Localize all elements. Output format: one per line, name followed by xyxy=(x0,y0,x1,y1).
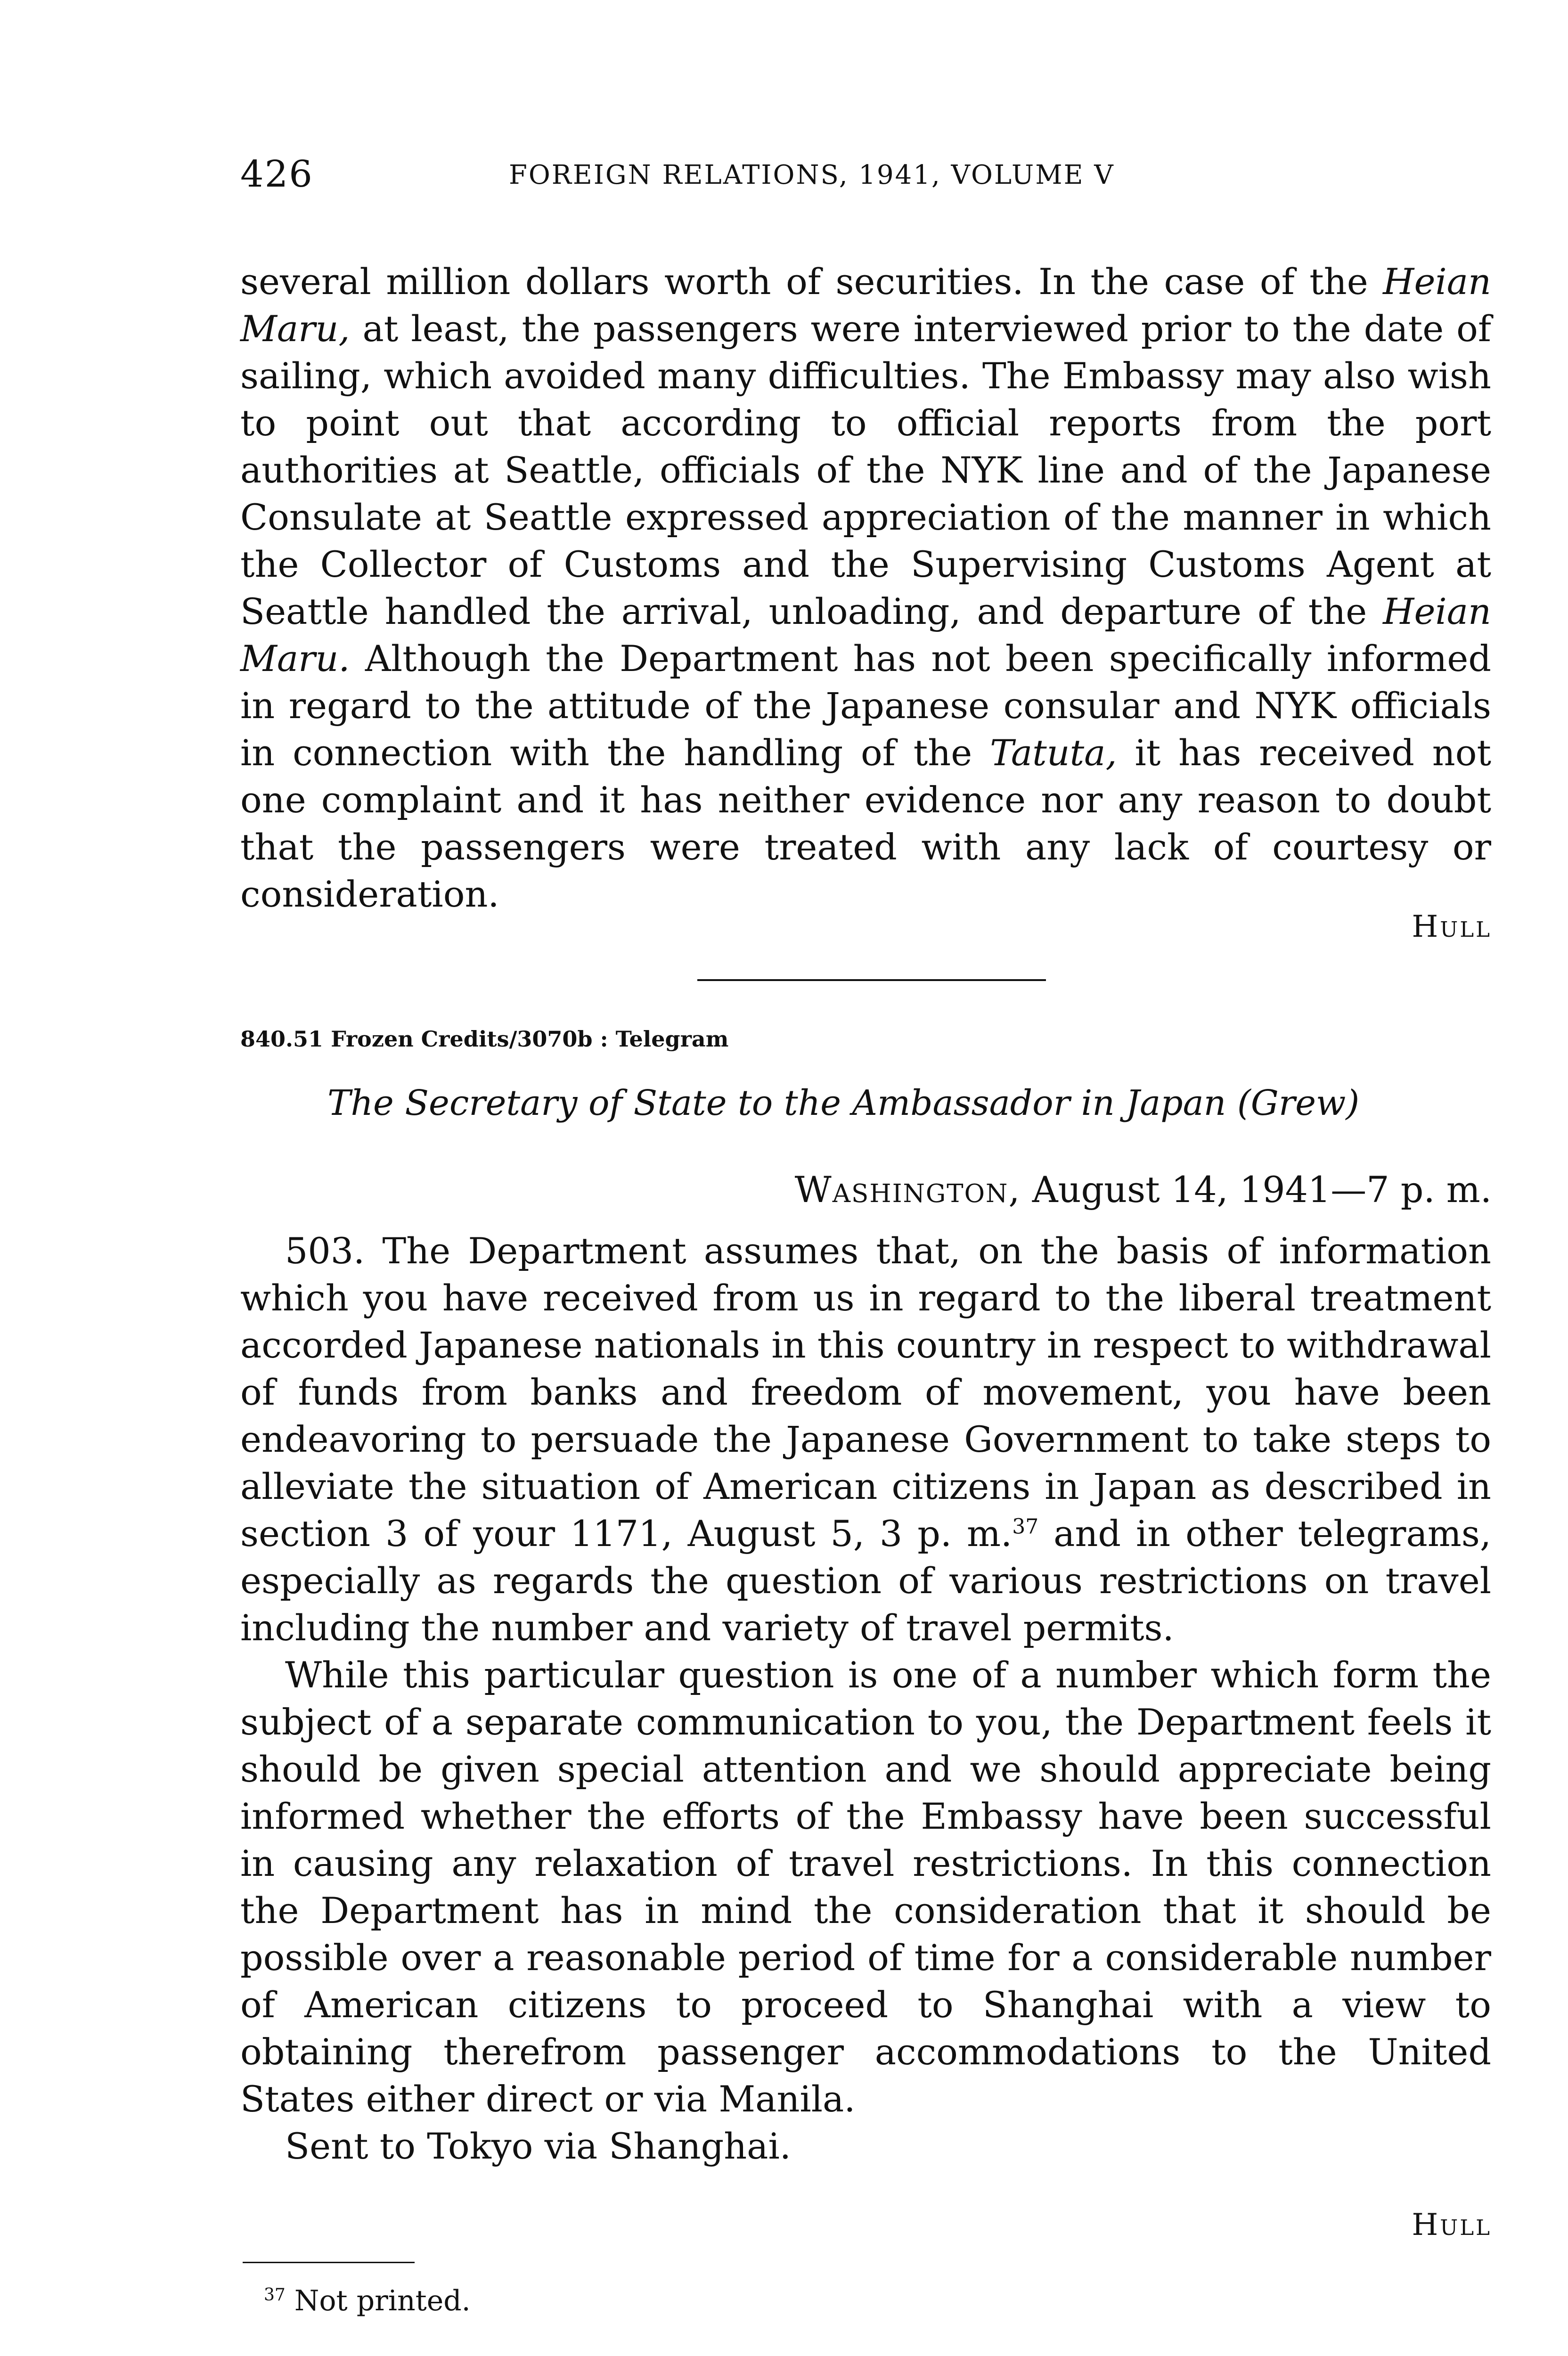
text-run: Although the Department has not been specifically informed in regard to the attitude of the Japanese consular and NYK officials in connection with the handling of the xyxy=(240,638,1491,774)
ship-name: Tatuta, xyxy=(990,732,1117,774)
ship-name: Heian Maru, xyxy=(240,261,1491,350)
page-header xyxy=(240,153,1503,205)
page-number: 426 xyxy=(240,153,313,196)
telegram-text xyxy=(240,1227,1491,2170)
dateline-date: August 14, 1941—7 p. m. xyxy=(1021,1169,1492,1211)
footnote-reference: 37 xyxy=(1012,1514,1039,1539)
signature: Hull xyxy=(1412,909,1492,944)
footnote-number: 37 xyxy=(264,2285,286,2305)
ship-name: Heian Maru. xyxy=(240,590,1491,679)
text-run: at least, the passengers were interviewed prior to the date of sailing, which avoided many difficulties. The Embassy may also wish to point out that according to official reports from the port authorities at Seattle, officials of the NYK line and of the Japanese Consulate at Seattle expressed appreciation of the manner in which the Collector of Customs and the Supervising Customs Agent at Seattle handled the arrival, unloading, and departure of the xyxy=(240,308,1491,632)
text-run: 503. The Department assumes that, on the basis of information which you have received from us in regard to the liberal treatment accorded Japanese nationals in this country in respect to withdrawal of funds from banks and freedom of movement, you have been endeavoring to persuade the Japanese Government to take steps to alleviate the situation of American citizens in Japan as described in section 3 of your 1171, August 5, 3 p. m. xyxy=(240,1230,1491,1554)
text-run: several million dollars worth of securities. In the case of the xyxy=(240,261,1383,303)
running-head: FOREIGN RELATIONS, 1941, VOLUME V xyxy=(509,160,1115,190)
footnote-text: Not printed. xyxy=(285,2284,471,2317)
text-run: and in other telegrams, especially as regards the question of various restrictions on travel including the number and variety of travel permits. xyxy=(240,1513,1491,1649)
telegram-paragraph-3: Sent to Tokyo via Shanghai. xyxy=(285,2125,791,2167)
text-run: it has received not one complaint and it has neither evidence nor any reason to doubt that the passengers were treated with any lack of courtesy or consideration. xyxy=(240,732,1491,915)
dateline-place: Washington, xyxy=(794,1169,1021,1211)
footnote-rule xyxy=(243,2262,415,2263)
footnote xyxy=(264,2284,471,2317)
continuation-paragraph xyxy=(240,258,1491,918)
section-divider xyxy=(697,979,1046,981)
telegram-paragraph-1 xyxy=(240,1227,1491,1652)
signature: Hull xyxy=(1412,2208,1492,2242)
telegram-paragraph-2: While this particular question is one of a number which form the subject of a separate communication to you, the Department feels it should be given special attention and we should appreciate being informed whether the efforts of the Embassy have been successful in causing any relaxation of travel restrictions. In this connection the Department has in mind the consideration that it should be possible over a reasonable period of time for a considerable number of American citizens to proceed to Shanghai with a view to obtaining therefrom passenger accommodations to the United States either direct or via Manila. xyxy=(240,1654,1491,2120)
dateline xyxy=(795,1169,1492,1211)
document-title: The Secretary of State to the Ambassador in Japan (Grew) xyxy=(327,1083,1360,1123)
continuation-text xyxy=(240,258,1491,918)
file-reference: 840.51 Frozen Credits/3070b : Telegram xyxy=(240,1026,729,1052)
